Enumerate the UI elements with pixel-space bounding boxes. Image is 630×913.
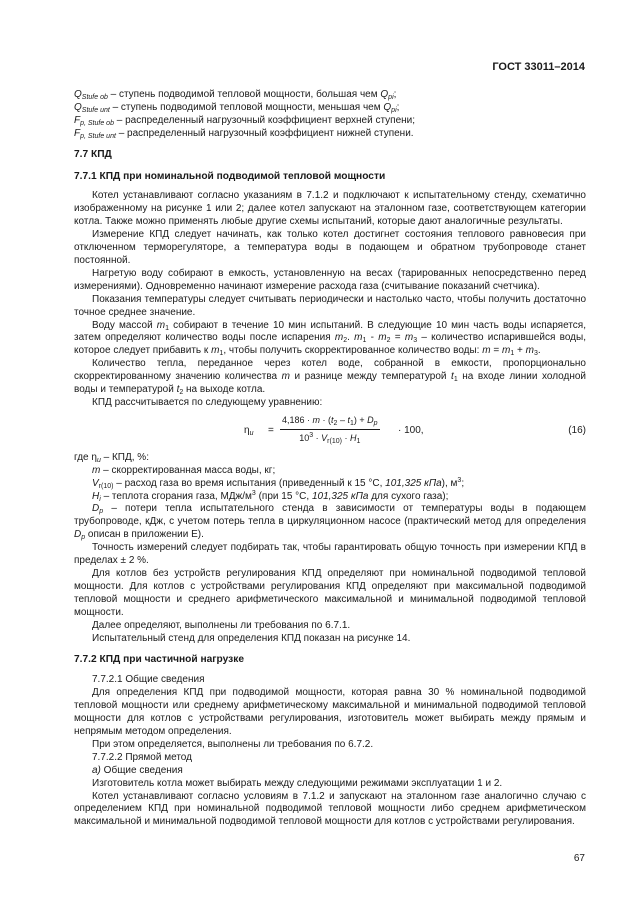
document-header: ГОСТ 33011–2014 <box>492 61 585 73</box>
formula-fraction <box>280 414 380 445</box>
formula-number: (16) <box>568 424 586 436</box>
paragraph: Точность измерений следует подбирать так, чтобы гарантировать общую точность при измерении КПД в пределах ± 2 %. <box>74 542 586 567</box>
formula-denominator: $10^3 \cdot V_{r(10)} \cdot H_1$ <box>299 431 361 445</box>
definition-q-stufe-ob: $Q_{Stufe ob}$ – ступень подводимой тепловой мощности, большая чем $Q_{pi}$; <box>74 89 397 101</box>
formula-numerator: $4,186 \cdot m \cdot (t_2 - t_1) + D_p$ <box>280 414 380 430</box>
list-item: m – скорректированная масса воды, кг; <box>92 464 276 476</box>
paragraph: Изготовитель котла может выбирать между следующими режимами эксплуатации 1 и 2. <box>92 777 503 789</box>
paragraph-water-mass: Воду массой $m_1$ собирают в течение 10 мин испытаний. В следующие 10 мин часть воды испаряется, затем определяют количество воды после испарения $m_2$. $m_1 - m_2 = m_3$ – количество испарившейся воды, которое следует прибавить к $m_1$, чтобы получить скорректированное количество воды: $m = m_1 + m_3$. <box>74 319 586 358</box>
page-number: 67 <box>573 853 585 864</box>
section-heading-7-7-2: 7.7.2 КПД при частичной нагрузке <box>74 654 244 666</box>
list-item-a: а) Общие сведения <box>92 764 183 776</box>
paragraph: Показания температуры следует считывать периодически и настолько часто, чтобы получить достаточно точное среднее значение. <box>74 293 586 318</box>
variable-list <box>74 465 586 542</box>
paragraph: Измерение КПД следует начинать, как только котел достигнет состояния теплового равновесия при отключенном терморегуляторе, а температура воды в подающем и обратном трубопроводе станет постоянной. <box>74 229 586 266</box>
formula-tail: · 100, <box>398 424 424 436</box>
paragraph: Нагретую воду собирают в емкость, установленную на весах (тарированных непосредственно перед измерениями). Одновременно начинают измерение расхода газа (считывание показаний счетчика). <box>74 267 586 292</box>
formula-equals: = <box>268 424 274 436</box>
paragraph: Испытательный стенд для определения КПД показан на рисунке 14. <box>92 632 411 644</box>
paragraph: Для котлов без устройств регулирования КПД определяют при номинальной подводимой тепловой мощности. Для котлов с устройствами регулирования КПД определяют при максимальной подводимой тепловой мощности и среднего арифметического максимальной и минимальной подводимой тепловой мощности. <box>74 568 586 618</box>
paragraph: Котел устанавливают согласно указаниям в 7.1.2 и подключают к испытательному стенду, схематично изображенному на рисунке 1 или 2; далее котел запускают на эталонном газе, соответствующем категории котла. Также можно применять любые другие схемы испытаний, которые дают аналогичные результаты. <box>74 190 586 228</box>
definition-q-stufe-unt: $Q_{Stufe unt}$ – ступень подводимой тепловой мощности, меньшая чем $Q_{pi}$; <box>74 101 400 114</box>
list-item: $H_i$ – теплота сгорания газа, МДж/$м^3$ (при 15 °С, 101,325 кПа для сухого газа); <box>92 489 449 503</box>
paragraph: Котел устанавливают согласно условиям в 7.1.2 и запускают на эталонном газе аналогично случаю с определением КПД при номинальной подводимой тепловой мощности либо среднем арифметическом максимальной и минимальной подводимой тепловой мощности для котлов с устройствами регулирования. <box>74 790 586 828</box>
section-heading-7-7-1: 7.7.1 КПД при номинальной подводимой тепловой мощности <box>74 170 386 182</box>
list-item: $D_p$ – потери тепла испытательного стенда в зависимости от температуры воды в подающем трубопроводе, кДж, с учетом потерь тепла в циркуляционном насосе (практический метод для определения $D_p$ описан в приложении Е). <box>74 503 586 542</box>
page-content <box>74 89 586 829</box>
paragraph: Далее определяют, выполнены ли требования по 6.7.1. <box>92 619 351 631</box>
where-clause: где $\eta_u$ – КПД, %: <box>74 451 149 464</box>
definition-f-stufe-unt: $F_{p, Stufe unt}$ – распределенный нагрузочный коэффициент нижней ступени. <box>74 127 414 140</box>
subsection-heading: 7.7.2.2 Прямой метод <box>92 751 192 763</box>
paragraph-heat-quantity: Количество тепла, переданное через котел воде, собранной в емкости, пропорционально скорректированному значению количества m и разнице между температурой $t_1$ на входе линии холодной воды и температурой $t_2$ на выходе котла. <box>74 358 586 397</box>
formula-lhs: $\eta_u$ <box>244 424 254 437</box>
subsection-heading: 7.7.2.1 Общие сведения <box>92 674 205 686</box>
list-item: $V_{r(10)}$ – расход газа во время испытания (приведенный к 15 °С, 101,325 кПа), $м^3$; <box>92 476 465 490</box>
paragraph: Для определения КПД при подводимой мощности, которая равна 30 % номинальной подводимой тепловой мощности или среднему арифметическому максимальной и минимальной подводимой тепловой мощности для котлов с устройствами регулирования, изготовитель может выбирать между прямым и непрямым методом определения. <box>74 687 586 737</box>
formula-16 <box>74 414 586 448</box>
paragraph: При этом определяется, выполнены ли требования по 6.7.2. <box>92 738 374 750</box>
definition-f-stufe-ob: $F_{p, Stufe ob}$ – распределенный нагрузочный коэффициент верхней ступени; <box>74 114 416 127</box>
paragraph: КПД рассчитывается по следующему уравнению: <box>92 396 323 408</box>
section-heading-7-7: 7.7 КПД <box>74 148 112 160</box>
